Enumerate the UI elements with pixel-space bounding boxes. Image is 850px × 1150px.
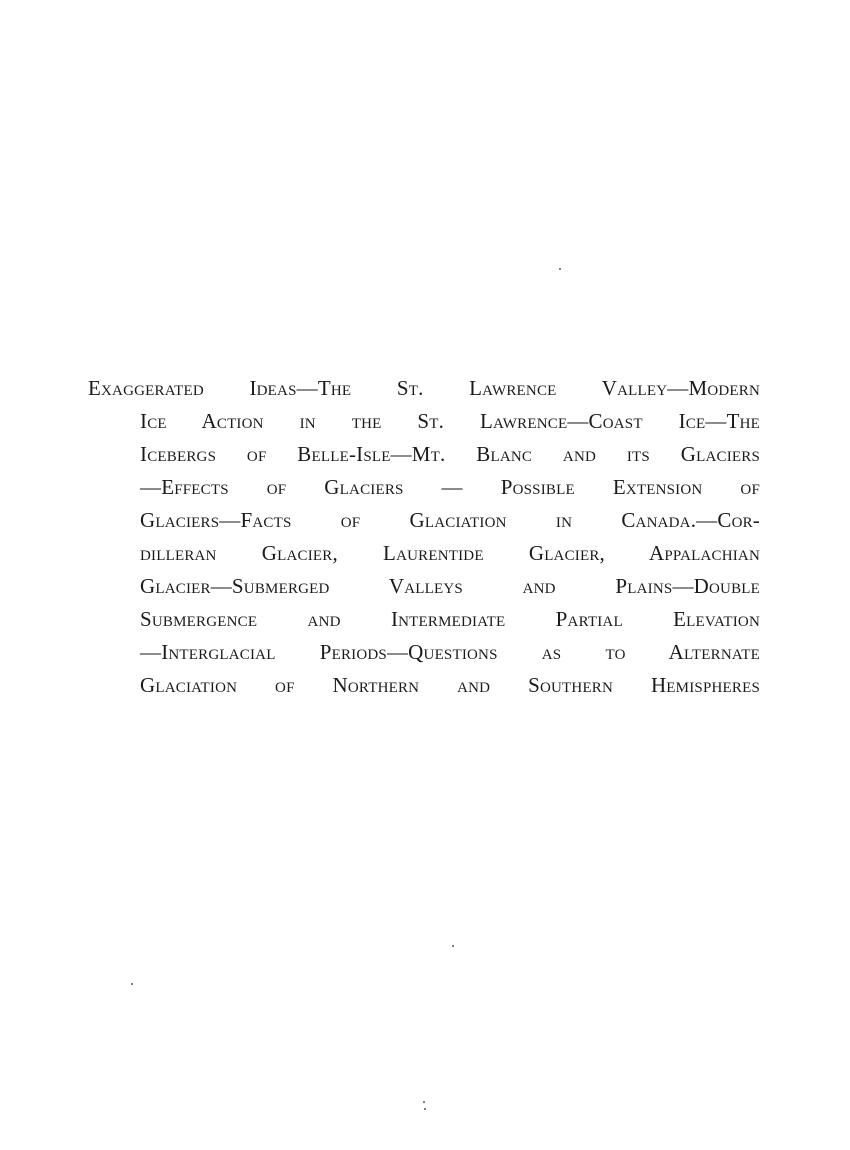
synopsis-line-text: Ice Action in the St. Lawrence—Coast Ice—The	[140, 409, 760, 433]
synopsis-line-text: —Interglacial Periods—Questions as to Alternate	[140, 640, 760, 664]
synopsis-line	[140, 537, 760, 570]
synopsis-line-text: Glacier—Submerged Valleys and Plains—Double	[140, 574, 760, 598]
synopsis-line	[140, 438, 760, 471]
synopsis-line	[140, 570, 760, 603]
synopsis-line	[140, 669, 760, 702]
synopsis-line-text: Submergence and Intermediate Partial Elevation	[140, 607, 760, 631]
synopsis-line-text: dilleran Glacier, Laurentide Glacier, Appalachian	[140, 541, 760, 565]
synopsis-line-text: Icebergs of Belle-Isle—Mt. Blanc and its Glaciers	[140, 442, 760, 466]
scan-speck	[424, 1108, 426, 1110]
synopsis-line-text: Glaciers—Facts of Glaciation in Canada.—Cor-	[140, 508, 760, 532]
synopsis-line	[140, 471, 760, 504]
synopsis-line	[140, 504, 760, 537]
synopsis-line-text: —Effects of Glaciers — Possible Extension of	[140, 475, 760, 499]
synopsis-line	[140, 405, 760, 438]
synopsis-line-text: Glaciation of Northern and Southern Hemispheres	[140, 673, 760, 697]
synopsis-line-text: Exaggerated Ideas—The St. Lawrence Valley—Modern	[88, 376, 760, 400]
scan-speck	[559, 268, 561, 270]
synopsis-line	[140, 636, 760, 669]
synopsis-line	[88, 372, 760, 405]
synopsis-line	[140, 603, 760, 636]
scan-speck	[423, 1101, 425, 1103]
chapter-synopsis	[88, 372, 760, 702]
scan-speck	[131, 983, 133, 985]
scan-speck	[452, 945, 454, 947]
